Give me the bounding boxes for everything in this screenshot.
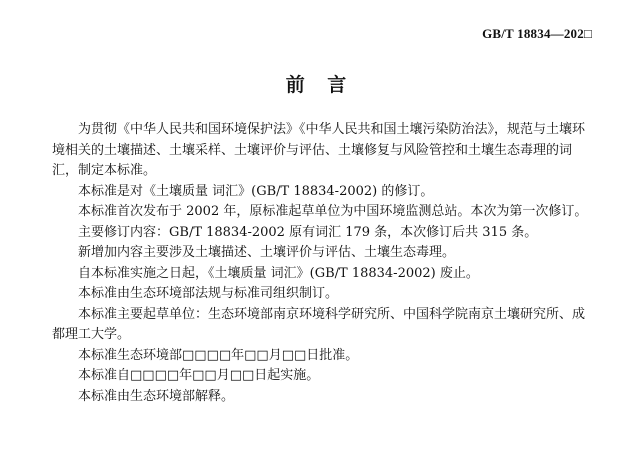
paragraph-drafting-units: 本标准主要起草单位：生态环境部南京环境科学研究所、中国科学院南京土壤研究所、成都理工大学。 [52,306,586,342]
standard-code: GB/T 18834—202□ [482,26,592,41]
paragraph-main-changes: 主要修订内容：GB/T 18834-2002 原有词汇 179 条，本次修订后共 315 条。 [78,224,538,240]
page-title: 前 言 [285,74,355,96]
paragraph-approval: 本标准生态环境部□□□□年□□月□□日批准。 [78,347,359,363]
paragraph-first-release: 本标准首次发布于 2002 年，原标准起草单位为中国环境监测总站。本次为第一次修订。 [78,204,588,219]
paragraph-revision: 本标准是对《土壤质量 词汇》(GB/T 18834-2002) 的修订。 [78,183,434,199]
paragraph-purpose: 为贯彻《中华人民共和国环境保护法》《中华人民共和国土壤污染防治法》，规范与土壤环境相关的土壤描述、土壤采样、土壤评价与评估、土壤修复与风险管控和土壤生态毒理的词汇，制定本标准。 [52,122,586,178]
foreword-body [52,120,592,407]
paragraph-organizer: 本标准由生态环境部法规与标准司组织制订。 [78,286,339,301]
paragraph-effective-date: 本标准自□□□□年□□月□□日起实施。 [78,368,320,383]
paragraph-supersedes: 自本标准实施之日起，《土壤质量 词汇》(GB/T 18834-2002) 废止。 [78,265,479,281]
paragraph-interpretation: 本标准由生态环境部解释。 [78,388,235,404]
paragraph-new-content: 新增加内容主要涉及土壤描述、土壤评价与评估、土壤生态毒理。 [78,245,456,260]
